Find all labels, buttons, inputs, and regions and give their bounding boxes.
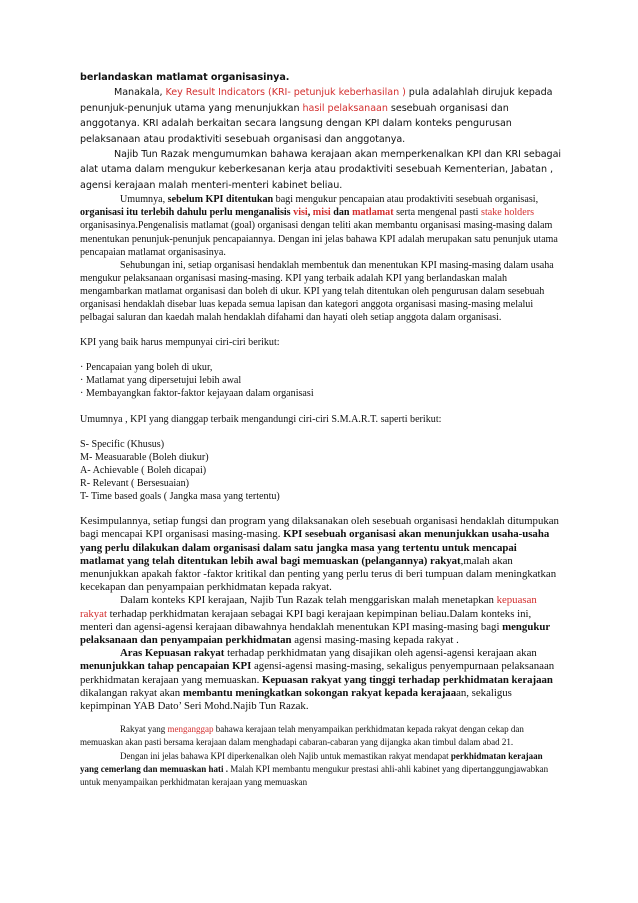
najib-paragraph: Najib Tun Razak mengumumkan bahawa kerajaan akan memperkenalkan KPI dan KRI sebagai alat utama dalam mengukur keberkesanan kerja atau prodaktiviti sesebuah Kementerian, Jabatan , agensi kerajaan malah menteri-menteri kabinet beliau. [80,149,562,191]
penutup-paragraph: Dengan ini jelas bahawa KPI diperkenalkan oleh Najib untuk memastikan rakyat mendapat perkhidmatan kerajaan yang cemerlang dan memuaskan hati . Malah KPI membantu mengukur prestasi ahli-ahli kabinet yang dipertanggungjawabkan untuk menyampaikan perkhidmatan kerajaan yang memuaskan [80,750,549,787]
ciri-heading: KPI yang baik harus mempunyai ciri-ciri berikut: [80,337,280,349]
stakeholders-term: stake holders [481,207,534,219]
sehubungan-paragraph: Sehubungan ini, setiap organisasi hendaklah membentuk dan menentukan KPI masing-masing dalam usaha mengukur pelaksanaan organisasi masing-masing. KPI yang terbaik adalah KPI yang berlandaskan malah mengambarkan matlamat organisasi dan boleh di ukur. KPI yang telah ditentukan oleh pengurusan dalam sesebuah organisasi hendaklah disebar luas kepada semua lapisan dan kategori anggota organisasi masing-masing melalui pelbagai saluran dan kaedah malah hendaklah difahami dan hayati oleh setiap anggota dalam organisasi. [80,259,554,324]
rakyat-section [80,723,562,789]
kri-paragraph: Manakala, Key Result Indicators (KRI- petunjuk keberhasilan ) pula adalahlah dirujuk kepada penunjuk-penunjuk utama yang menunjukkan hasil pelaksanaan sesebuah organisasi dan anggotanya. KRI adalah berkaitan secara langsung dengan KPI dalam konteks pengurusan pelaksanaan atau prodaktiviti sesebuah organisasi dan anggotanya. [80,87,553,145]
smart-item: S- Specific (Khusus) [80,438,165,450]
hasil-term: hasil pelaksanaan [302,102,388,114]
smart-item: A- Achievable ( Boleh dicapai) [80,464,207,476]
smart-item: T- Time based goals ( Jangka masa yang tertentu) [80,491,280,503]
intro-heading: berlandaskan matlamat organisasinya. [80,72,290,83]
smart-heading: Umumnya , KPI yang dianggap terbaik mengandungi ciri-ciri S.M.A.R.T. saperti berikut: [80,413,442,425]
kpi-section [80,193,562,515]
smart-item: R- Relevant ( Bersesuaian) [80,477,190,489]
konteks-paragraph: Dalam konteks KPI kerajaan, Najib Tun Razak telah menggariskan malah menetapkan kepuasan rakyat terhadap perkhidmatan kerajaan sebagai KPI bagi kerajaan kepimpinan beliau.Dalam konteks ini, menteri dan agensi-agensi kerajaan dibawahnya hendaklah menentukan KPI masing-masing bagi mengukur pelaksanaan dan penyampaian perkhidmatan agensi masing-masing kepada rakyat . [80,594,550,646]
visi-term: visi [293,207,308,219]
kesimpulan-paragraph: Kesimpulannya, setiap fungsi dan program yang dilaksanakan oleh sesebuah organisasi hendaklah ditumpukan bagi mencapai KPI organisasi masing-masing. KPI sesebuah organisasi akan menunjukkan usaha-usaha yang perlu dilakukan dalam organisasi dalam satu jangka masa yang tertentu untuk mencapai matlamat yang telah ditentukan lebih awal bagi memuaskan (pelangannya) rakyat,malah akan menunjukkan apakah faktor -faktor kritikal dan penting yang perlu terus di beri tumpuan dalam meningkatkan kecekapan dan penyampaian perkhidmatan kepada rakyat. [80,515,559,594]
ciri-item: · Matlamat yang dipersetujui lebih awal [80,375,242,387]
rakyat-paragraph: Rakyat yang menganggap bahawa kerajaan telah menyampaikan perkhidmatan kepada rakyat dengan cekap dan memuaskan akan pasti bersama kerajaan dalam menghadapi cabaran-cabaran yang dijangka akan timbul dalam abad 21. [80,724,524,748]
ciri-item: · Pencapaian yang boleh di ukur, [80,362,213,374]
document-page [80,70,562,789]
kri-term: Key Result Indicators (KRI- petunjuk keberhasilan ) [165,87,406,99]
intro-section [80,70,562,193]
aras-paragraph: Aras Kepuasan rakyat terhadap perkhidmatan yang disajikan oleh agensi-agensi kerajaan akan menunjukkan tahap pencapaian KPI agensi-agensi masing-masing, sekaligus penyempurnaan pelaksanaan perkhidmatan kerajaan yang memuaskan. Kepuasan rakyat yang tinggi terhadap perkhidmatan kerajaan dikalangan rakyat akan membantu meningkatkan sokongan rakyat kepada kerajaaan, sekaligus kepimpinan YAB Dato’ Seri Mohd.Najib Tun Razak. [80,647,555,712]
ciri-item: · Membayangkan faktor-faktor kejayaan dalam organisasi [80,388,314,400]
misi-term: misi [312,207,331,219]
kpi-intro-paragraph: Umumnya, sebelum KPI ditentukan bagi mengukur pencapaian atau prodaktiviti sesebuah organisasi, organisasi itu terlebih dahulu perlu menganalisis visi, misi dan matlamat serta mengenal pasti stake holders organisasinya.Pengenalisis matlamat (goal) organisasi dengan teliti akan membantu organisasi masing-masing dalam menentukan penunjuk-penunjuk pencapaiannya. Dengan ini jelas bahawa KPI adalah merupakan satu penunjuk utama pencapaian matlamat organisasinya. [80,194,558,258]
menganggap-term: menganggap [167,724,214,735]
kesimpulan-section [80,515,562,713]
matlamat-term: matlamat [352,207,394,219]
kepuasan-term: kepuasan rakyat [80,594,537,620]
smart-item: M- Measuarable (Boleh diukur) [80,451,209,463]
